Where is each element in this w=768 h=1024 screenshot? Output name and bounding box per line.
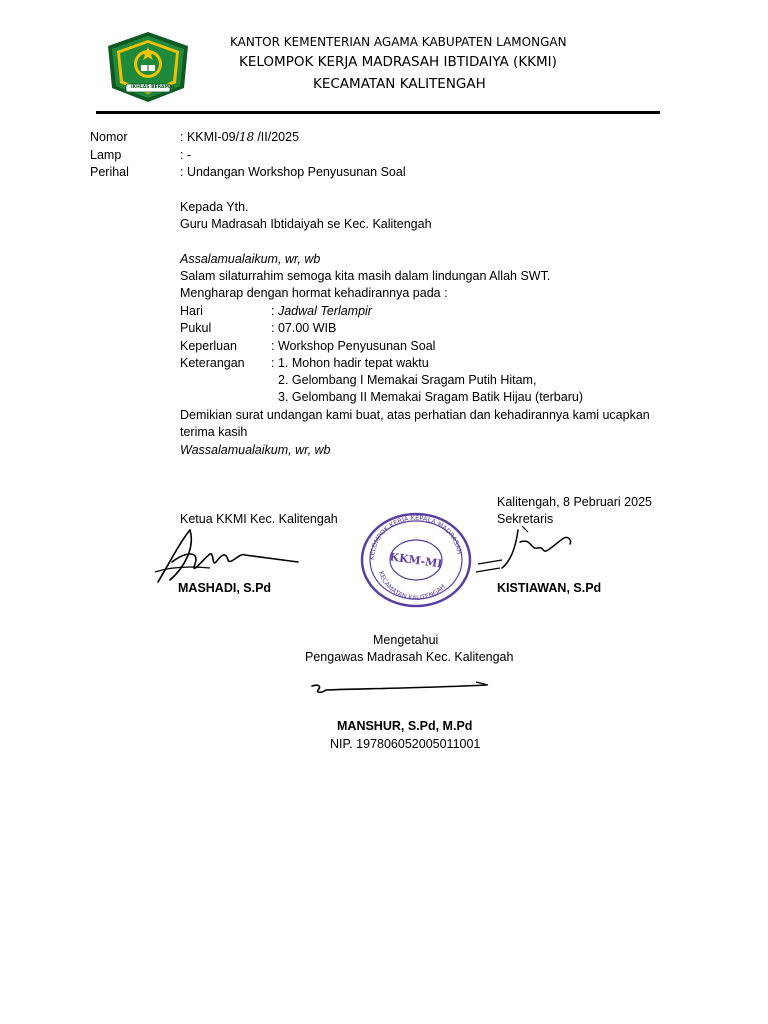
hari-italic: Jadwal Terlampir bbox=[277, 304, 372, 318]
header-kecamatan: KECAMATAN KALITENGAH bbox=[313, 76, 486, 92]
right-signer-name: KISTIAWAN, S.Pd bbox=[497, 581, 602, 595]
pengawas-title: Pengawas Madrasah Kec. Kalitengah bbox=[305, 650, 514, 664]
left-signature bbox=[150, 522, 300, 590]
body-line-2: Mengharap dengan hormat kehadirannya pada : bbox=[180, 286, 448, 300]
hari-colon: : bbox=[271, 304, 278, 318]
recipient-to: Kepada Yth. bbox=[180, 200, 249, 214]
pukul-value: : 07.00 WIB bbox=[271, 321, 337, 335]
stamp-ring-top: KELOMPOK KERJA KEPALA MADRASAH bbox=[367, 513, 464, 561]
nomor-value bbox=[180, 130, 299, 145]
stamp-ring-bottom: KECAMATAN KALITENGAH bbox=[376, 570, 447, 603]
header-office: KANTOR KEMENTERIAN AGAMA KABUPATEN LAMONGAN bbox=[230, 35, 567, 49]
pukul-label: Pukul bbox=[180, 321, 212, 335]
closing-line-2: terima kasih bbox=[180, 425, 248, 439]
stamp-center: KKM-MI bbox=[388, 550, 444, 571]
right-signer-title: Sekretaris bbox=[497, 512, 554, 526]
nomor-suffix: /II/2025 bbox=[257, 130, 300, 144]
greeting: Assalamualaikum, wr, wb bbox=[180, 252, 321, 266]
pengawas-signature bbox=[308, 678, 494, 698]
pengawas-name: MANSHUR, S.Pd, M.Pd bbox=[337, 719, 473, 733]
lamp-label: Lamp bbox=[90, 148, 122, 162]
official-stamp bbox=[360, 512, 472, 608]
header-kkmi: KELOMPOK KERJA MADRASAH IBTIDAIYA (KKMI) bbox=[239, 54, 557, 70]
nomor-handwritten: 18 bbox=[239, 130, 255, 144]
keterangan-item-2: 2. Gelombang I Memakai Sragam Putih Hitam, bbox=[278, 373, 537, 387]
hari-label: Hari bbox=[180, 304, 203, 318]
mengetahui-label: Mengetahui bbox=[373, 633, 439, 647]
right-signature bbox=[472, 520, 582, 582]
header-divider bbox=[96, 111, 660, 114]
body-line-1: Salam silaturrahim semoga kita masih dalam lindungan Allah SWT. bbox=[180, 269, 551, 283]
closing-line-1: Demikian surat undangan kami buat, atas perhatian dan kehadirannya kami ucapkan bbox=[180, 408, 650, 422]
perihal-label: Perihal bbox=[90, 165, 129, 179]
left-signer-name: MASHADI, S.Pd bbox=[178, 581, 272, 595]
keterangan-label: Keterangan bbox=[180, 356, 245, 370]
left-signer-title: Ketua KKMI Kec. Kalitengah bbox=[180, 512, 338, 526]
nomor-prefix: : KKMI-09/ bbox=[180, 130, 240, 144]
perihal-value: : Undangan Workshop Penyusunan Soal bbox=[180, 165, 406, 179]
keperluan-value: : Workshop Penyusunan Soal bbox=[271, 339, 436, 353]
keterangan-item-3: 3. Gelombang II Memakai Sragam Batik Hijau (terbaru) bbox=[278, 390, 583, 404]
letter-date: Kalitengah, 8 Pebruari 2025 bbox=[497, 495, 652, 509]
lamp-value: : - bbox=[180, 148, 192, 162]
ministry-logo bbox=[104, 30, 192, 104]
keterangan-item-1: : 1. Mohon hadir tepat waktu bbox=[271, 356, 429, 370]
keperluan-label: Keperluan bbox=[180, 339, 237, 353]
logo-motto: IKHLAS BERAMAL bbox=[131, 85, 176, 90]
recipient-name: Guru Madrasah Ibtidaiyah se Kec. Kalitengah bbox=[180, 217, 432, 231]
nomor-label: Nomor bbox=[90, 130, 128, 144]
pengawas-nip: NIP. 197806052005011001 bbox=[330, 737, 481, 751]
hari-value bbox=[271, 304, 372, 319]
closing-salam: Wassalamualaikum, wr, wb bbox=[180, 443, 331, 457]
